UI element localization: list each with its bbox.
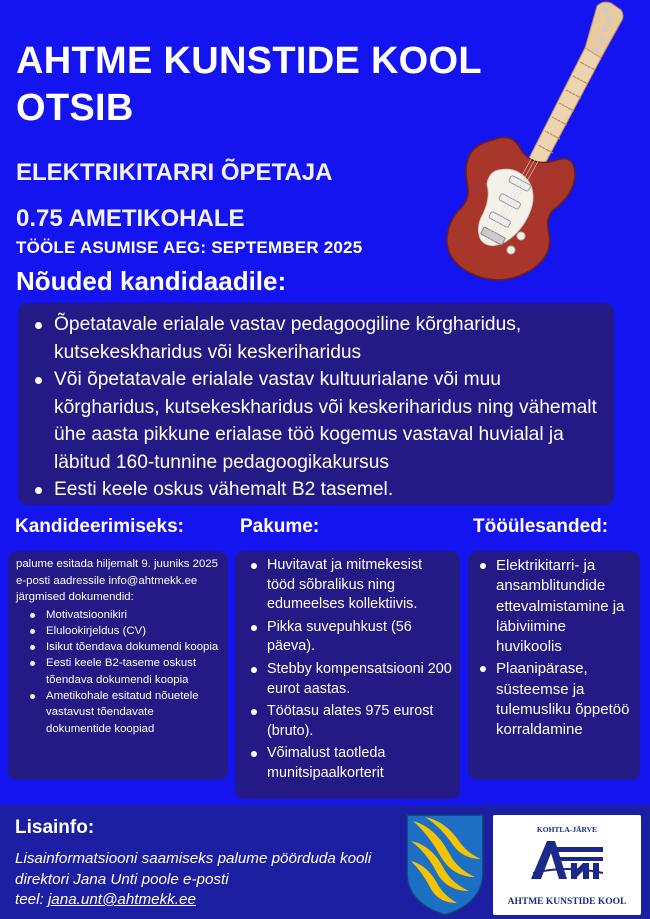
start-date: TÖÖLE ASUMISE AEG: SEPTEMBER 2025 bbox=[16, 238, 363, 257]
list-item: Õpetatavale erialale vastav pedagoogiline kõrgharidus, kutsekeskharidus või keskeriharidus bbox=[32, 311, 604, 366]
offer-heading: Pakume: bbox=[240, 516, 320, 537]
list-item: Töötasu alates 975 eurost (bruto). bbox=[247, 702, 452, 741]
footer bbox=[0, 805, 650, 919]
list-item: Ametikohale esitatud nõuetele vastavust tõendavate dokumentide koopiad bbox=[16, 688, 222, 737]
apply-heading: Kandideerimiseks: bbox=[15, 516, 184, 537]
offer-list bbox=[247, 556, 452, 784]
list-item: Eesti keele B2-taseme oskust tõendava dokumendi koopia bbox=[16, 655, 222, 688]
list-item: Plaanipärase, süsteemse ja tulemusliku õppetöö korraldamine bbox=[476, 659, 634, 740]
poster-title: AHTME KUNSTIDE KOOL OTSIB bbox=[16, 40, 482, 129]
info-text bbox=[15, 849, 405, 911]
apply-intro: palume esitada hiljemalt 9. juuniks 2025 e-posti aadressile info@ahtmekk.ee järgmised dokumendid: bbox=[16, 558, 218, 603]
tasks-box bbox=[468, 551, 640, 780]
list-item: Isikut tõendava dokumendi koopia bbox=[16, 639, 222, 655]
list-item: Pikka suvepuhkust (56 päeva). bbox=[247, 618, 452, 657]
offer-box bbox=[235, 551, 460, 799]
list-item: Huvitavat ja mitmekesist tööd sõbralikus ning edumeelses kollektiivis. bbox=[247, 556, 452, 615]
info-email-prefix: teel: bbox=[15, 891, 48, 908]
subtitle-workload: 0.75 AMETIKOHALE bbox=[16, 205, 245, 232]
subtitle-position: ELEKTRIKITARRI ÕPETAJA bbox=[16, 159, 333, 186]
list-item: Võimalust taotleda munitsipaalkorterit bbox=[247, 744, 452, 783]
info-body: Lisainformatsiooni saamiseks palume pöörduda kooli direktori Jana Unti poole e-posti bbox=[15, 850, 372, 888]
info-heading: Lisainfo: bbox=[15, 817, 95, 838]
logo-school-name: AHTME KUNSTIDE KOOL bbox=[507, 897, 627, 907]
documents-list bbox=[16, 607, 222, 737]
list-item: Elulookirjeldus (CV) bbox=[16, 623, 222, 639]
school-logo bbox=[493, 815, 641, 915]
kohtla-jarve-crest-icon bbox=[405, 813, 485, 917]
requirements-list bbox=[32, 311, 604, 504]
requirements-box bbox=[18, 303, 614, 505]
school-emblem-icon bbox=[527, 839, 607, 881]
list-item: Stebby kompensatsiooni 200 eurot aastas. bbox=[247, 660, 452, 699]
electric-guitar-icon bbox=[425, 0, 650, 295]
list-item: Elektrikitarri- ja ansamblitundide ettevalmistamine ja läbiviimine huvikoolis bbox=[476, 556, 634, 657]
poster-subtitle bbox=[16, 150, 436, 242]
logo-city: KOHTLA-JÄRVE bbox=[536, 825, 598, 834]
tasks-list bbox=[476, 556, 634, 741]
list-item: Eesti keele oskus vähemalt B2 tasemel. bbox=[32, 476, 604, 504]
list-item: Või õpetatavale erialale vastav kultuurialane või muu kõrgharidus, kutsekeskharidus või keskeriharidus ning vähemalt ühe aasta pikkune erialase töö kogemus vastaval huvialal ja läbitud 160-tunnine pedagoogikakursus bbox=[32, 366, 604, 476]
tasks-heading: Tööülesanded: bbox=[473, 516, 609, 537]
apply-box bbox=[8, 551, 228, 780]
contact-email-link[interactable]: jana.unt@ahtmekk.ee bbox=[47, 891, 196, 908]
requirements-heading: Nõuded kandidaadile: bbox=[16, 266, 287, 296]
list-item: Motivatsioonikiri bbox=[16, 607, 222, 623]
